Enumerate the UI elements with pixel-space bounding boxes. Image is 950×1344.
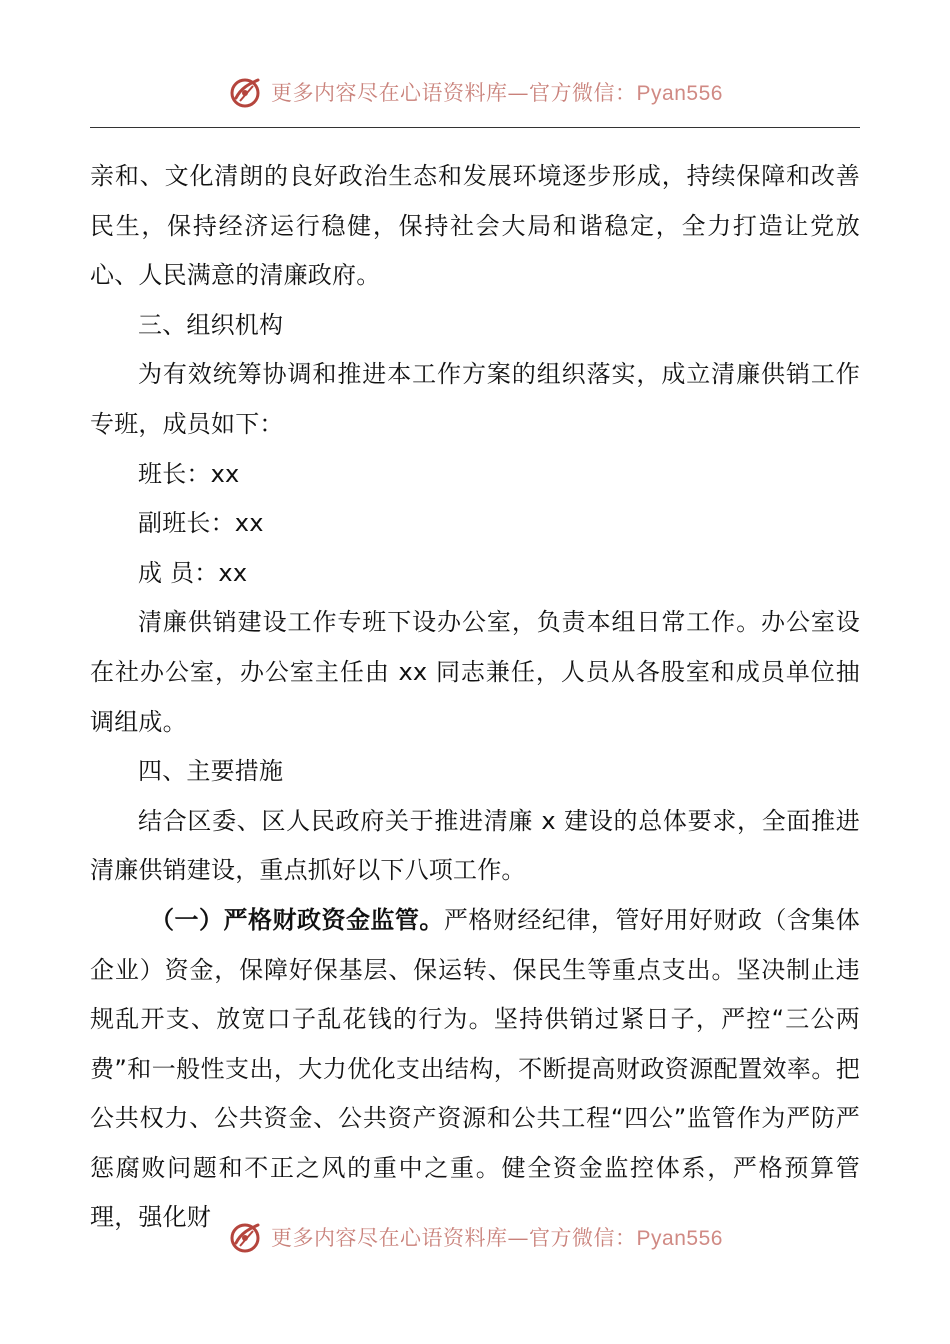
paragraph-continuation: 亲和、文化清朗的良好政治生态和发展环境逐步形成，持续保障和改善民生，保持经济运行稳健，保持社会大局和谐稳定，全力打造让党放心、人民满意的清廉政府。 bbox=[90, 162, 860, 290]
vice-leader-line: 副班长：xx bbox=[138, 509, 264, 538]
header-wechat-id: Pyan556 bbox=[636, 82, 723, 105]
paragraph-organization-intro: 为有效统筹协调和推进本工作方案的组织落实，成立清廉供销工作专班，成员如下： bbox=[90, 360, 860, 438]
subheading-fiscal-supervision: （一）严格财政资金监管。 bbox=[150, 905, 444, 934]
section-heading-measures: 四、主要措施 bbox=[138, 757, 284, 786]
footer-wechat-id: Pyan556 bbox=[636, 1227, 723, 1250]
members-line: 成 员：xx bbox=[138, 558, 248, 587]
header-rule bbox=[90, 127, 860, 128]
footer-banner-text: 更多内容尽在心语资料库—官方微信：Pyan556 bbox=[271, 1226, 723, 1250]
paragraph-office: 清廉供销建设工作专班下设办公室，负责本组日常工作。办公室设在社办公室，办公室主任由 xx 同志兼任，人员从各股室和成员单位抽调组成。 bbox=[90, 608, 860, 736]
paragraph-fiscal-supervision bbox=[90, 896, 860, 1243]
fiscal-supervision-text: 严格财经纪律，管好用好财政（含集体企业）资金，保障好保基层、保运转、保民生等重点支出。坚决制止违规乱开支、放宽口子乱花钱的行为。坚持供销过紧日子，严控“三公两费”和一般性支出，大力优化支出结构，不断提高财政资源配置效率。把公共权力、公共资金、公共资产资源和公共工程“四公”监管作为严防严惩腐败问题和不正之风的重中之重。健全资金监控体系，严格预算管理，强化财 bbox=[90, 905, 860, 1232]
paragraph-measures-intro: 结合区委、区人民政府关于推进清廉 x 建设的总体要求，全面推进清廉供销建设，重点抓好以下八项工作。 bbox=[90, 806, 860, 885]
leader-line: 班长：xx bbox=[138, 459, 240, 488]
section-heading-organization: 三、组织机构 bbox=[138, 310, 284, 339]
header-banner-text: 更多内容尽在心语资料库—官方微信：Pyan556 bbox=[271, 81, 723, 105]
brand-logo-icon bbox=[227, 74, 263, 110]
brand-logo-icon bbox=[227, 1219, 263, 1255]
document-body bbox=[90, 152, 860, 1243]
header-banner bbox=[0, 70, 950, 114]
footer-banner bbox=[0, 1215, 950, 1259]
